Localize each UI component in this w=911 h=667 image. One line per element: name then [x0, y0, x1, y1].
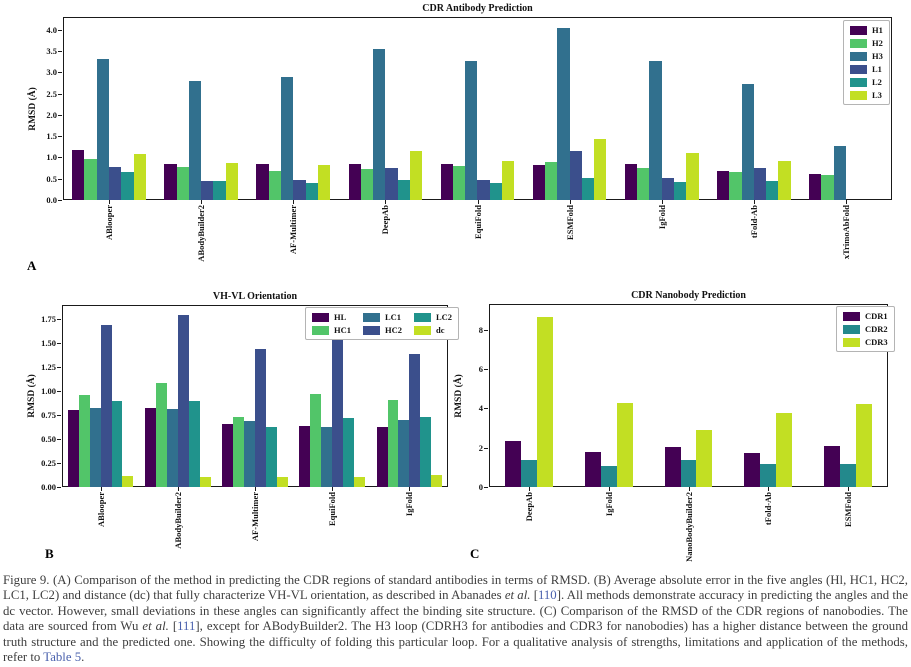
panel-letter-c: C: [470, 546, 480, 561]
bar-h2-af-multimer: [269, 171, 281, 200]
bar-lc2-abodybuilder2: [189, 401, 200, 487]
bar-hc2-abodybuilder2: [178, 315, 189, 487]
x-tick-label-igfold: [657, 205, 667, 234]
bar-h3-deepab: [373, 49, 385, 200]
bar-hc2-af-multimer: [255, 349, 266, 487]
legend-entry-h3: [850, 51, 883, 61]
y-tick-label: 8: [478, 324, 483, 335]
legend-entry-cdr3: [843, 337, 888, 347]
y-tick-mark: [57, 343, 61, 344]
x-tick-label-text: EquiFold: [327, 492, 338, 527]
bar-h1-xtrimoabfold: [809, 174, 821, 200]
y-tick-label: 3.5: [46, 46, 57, 57]
cdr-nanobody-prediction-legend: [836, 306, 895, 352]
legend-entry-l2: [850, 77, 883, 87]
y-tick-mark: [58, 72, 62, 73]
bar-h3-abodybuilder2: [189, 81, 201, 200]
caption-text: [: [530, 588, 538, 603]
legend-entry-lc1: [363, 312, 402, 322]
bar-group-equifold: [441, 18, 515, 200]
bar-hl-af-multimer: [222, 424, 233, 487]
x-tick-mark: [529, 487, 530, 491]
legend-label: HC1: [334, 325, 351, 335]
y-tick-mark: [58, 30, 62, 31]
legend-swatch-h3: [850, 52, 867, 61]
bar-l1-ablooper: [109, 167, 121, 200]
y-tick-mark: [57, 367, 61, 368]
bar-lc1-abodybuilder2: [167, 409, 178, 487]
bar-lc2-af-multimer: [266, 427, 277, 487]
y-tick-label: 0.5: [46, 173, 57, 184]
legend-label: H2: [872, 38, 883, 48]
y-tick-label: 1.5: [46, 131, 57, 142]
bar-l3-abodybuilder2: [226, 163, 238, 200]
legend-swatch-lc2: [414, 313, 431, 322]
bar-h2-equifold: [453, 166, 465, 200]
bar-dc-af-multimer: [277, 477, 288, 487]
y-tick-label: 0.00: [41, 482, 56, 492]
bar-cdr2-igfold: [601, 466, 617, 487]
y-tick-mark: [58, 157, 62, 158]
legend-label: LC1: [385, 312, 402, 322]
legend-entry-l3: [850, 90, 883, 100]
y-tick-label: 1.0: [46, 152, 57, 163]
bar-h3-tfold-ab: [742, 84, 754, 200]
bar-h1-ablooper: [72, 150, 84, 200]
x-tick-label-tfold-ab: [763, 492, 773, 530]
bar-h1-igfold: [625, 164, 637, 200]
bar-lc1-igfold: [398, 420, 409, 487]
bar-hc1-equifold: [310, 394, 321, 487]
vh-vl-orientation-legend: [305, 307, 459, 340]
bar-h1-abodybuilder2: [164, 164, 176, 200]
caption-reference-link[interactable]: Table 5: [43, 650, 82, 665]
bar-cdr2-tfold-ab: [760, 464, 776, 487]
y-tick-mark: [57, 319, 61, 320]
bar-l3-af-multimer: [318, 165, 330, 200]
x-tick-label-equifold: [473, 205, 483, 244]
bar-lc2-equifold: [343, 418, 354, 487]
x-tick-label-ablooper: [104, 205, 114, 245]
bar-l2-equifold: [490, 183, 502, 200]
bar-hc1-abodybuilder2: [156, 383, 167, 487]
panel-letter-a: A: [27, 258, 37, 273]
x-tick-mark: [201, 200, 202, 204]
legend-entry-lc2: [414, 312, 452, 322]
panel-letter-b: B: [45, 546, 54, 561]
bar-hl-ablooper: [68, 410, 79, 487]
y-tick-mark: [58, 179, 62, 180]
bar-hc2-ablooper: [101, 325, 112, 487]
x-tick-label-igfold: [604, 492, 614, 521]
x-tick-label-text: IgFold: [404, 492, 415, 517]
bar-group-af-multimer: [256, 18, 330, 200]
cdr-antibody-prediction-y-axis-label: [23, 17, 43, 200]
bar-h2-abodybuilder2: [177, 167, 189, 200]
y-tick-label: 0.25: [41, 458, 56, 469]
y-tick-mark: [58, 51, 62, 52]
bar-l1-af-multimer: [293, 180, 305, 200]
x-tick-label-igfold: [404, 492, 414, 521]
y-axis-label-text: RMSD (Å): [27, 374, 38, 418]
x-tick-mark: [768, 487, 769, 491]
caption-text: et al.: [504, 588, 531, 603]
x-tick-label-text: ABlooper: [104, 205, 115, 240]
bar-l2-tfold-ab: [766, 181, 778, 200]
bar-h3-igfold: [649, 61, 661, 200]
x-tick-label-text: NanoBodyBuilder2: [683, 492, 694, 562]
x-tick-label-esmfold: [843, 492, 853, 532]
vh-vl-orientation-title: VH-VL Orientation: [212, 291, 298, 302]
legend-swatch-l3: [850, 91, 867, 100]
bar-group-deepab: [505, 305, 553, 487]
bar-hc2-igfold: [409, 354, 420, 487]
x-tick-mark: [662, 200, 663, 204]
bar-cdr3-esmfold: [856, 404, 872, 487]
y-axis-label-text: RMSD (Å): [454, 373, 465, 418]
x-tick-label-text: IgFold: [656, 205, 667, 230]
x-tick-label-af-multimer: [250, 492, 260, 546]
bar-l3-equifold: [502, 161, 514, 200]
x-tick-label-abodybuilder2: [173, 492, 183, 554]
bar-dc-abodybuilder2: [200, 477, 211, 487]
bar-hc2-equifold: [332, 336, 343, 487]
x-tick-mark: [101, 487, 102, 491]
y-tick-label: 2.0: [46, 109, 57, 120]
x-tick-mark: [332, 487, 333, 491]
legend-label: H3: [872, 51, 883, 61]
bar-lc1-af-multimer: [244, 421, 255, 487]
legend-swatch-l1: [850, 65, 867, 74]
bar-l1-igfold: [662, 178, 674, 200]
bar-cdr3-igfold: [617, 403, 633, 487]
legend-entry-l1: [850, 64, 883, 74]
y-tick-label: 1.25: [41, 362, 56, 373]
caption-text: [: [168, 619, 178, 634]
bar-cdr1-igfold: [585, 452, 601, 487]
x-tick-mark: [478, 200, 479, 204]
bar-hl-equifold: [299, 426, 310, 487]
bar-h1-deepab: [349, 164, 361, 200]
legend-label: CDR2: [865, 324, 888, 334]
bar-cdr2-deepab: [521, 460, 537, 487]
legend-swatch-dc: [414, 326, 431, 335]
x-tick-label-esmfold: [565, 205, 575, 245]
legend-label: L2: [872, 77, 882, 87]
caption-reference-link[interactable]: 110: [537, 588, 557, 603]
y-tick-mark: [58, 200, 62, 201]
y-tick-label: 4.0: [46, 24, 57, 35]
y-tick-label: 0.75: [41, 410, 56, 421]
figure-caption: [3, 573, 908, 665]
bar-cdr3-deepab: [537, 317, 553, 487]
x-tick-label-text: DeepAb: [523, 492, 534, 522]
y-tick-mark: [484, 369, 488, 370]
bar-cdr1-deepab: [505, 441, 521, 487]
bar-lc1-equifold: [321, 427, 332, 487]
bar-h2-tfold-ab: [729, 172, 741, 200]
y-tick-mark: [58, 115, 62, 116]
y-tick-mark: [57, 487, 61, 488]
bar-l3-deepab: [410, 151, 422, 200]
bar-hc1-igfold: [388, 400, 399, 487]
x-tick-label-text: xTrimoAbFold: [840, 205, 851, 260]
bar-hc1-af-multimer: [233, 417, 244, 487]
legend-entry-cdr2: [843, 324, 888, 334]
x-tick-mark: [848, 487, 849, 491]
x-tick-mark: [689, 487, 690, 491]
legend-swatch-hl: [312, 313, 329, 322]
bar-h1-esmfold: [533, 165, 545, 200]
x-tick-label-text: ESMFold: [564, 205, 575, 240]
legend-swatch-cdr2: [843, 325, 860, 334]
caption-text: ], except for ABodyBuilder2. The H3 loop (CDRH3 for antibodies and CDR3 for nanobodies) has a higher distance between the ground truth structure and the predicted one. Showing the difficulty of folding this particular loop. For a qualitative analysis of strengths, limitations and application of the methods, refer to: [3, 619, 908, 665]
bar-dc-equifold: [354, 477, 365, 487]
bar-group-abodybuilder2: [164, 18, 238, 200]
bar-l1-deepab: [385, 168, 397, 200]
x-tick-mark: [570, 200, 571, 204]
legend-label: H1: [872, 25, 883, 35]
bar-l2-igfold: [674, 182, 686, 200]
bar-l2-af-multimer: [306, 183, 318, 200]
bar-cdr2-nanobodybuilder2: [681, 460, 697, 487]
legend-entry-hc2: [363, 325, 402, 335]
legend-entry-h1: [850, 25, 883, 35]
bar-l2-ablooper: [121, 172, 133, 200]
y-tick-mark: [57, 463, 61, 464]
bar-l2-deepab: [398, 180, 410, 200]
y-tick-label: 0.50: [41, 434, 56, 445]
bar-cdr3-nanobodybuilder2: [696, 430, 712, 487]
x-tick-mark: [409, 487, 410, 491]
legend-entry-cdr1: [843, 311, 888, 321]
legend-swatch-lc1: [363, 313, 380, 322]
legend-entry-h2: [850, 38, 883, 48]
bar-group-ablooper: [72, 18, 146, 200]
y-tick-mark: [58, 94, 62, 95]
y-tick-mark: [484, 408, 488, 409]
bar-dc-igfold: [431, 475, 442, 487]
bar-h2-igfold: [637, 168, 649, 200]
x-tick-label-xtrimoabfold: [841, 205, 851, 264]
bar-cdr2-esmfold: [840, 464, 856, 487]
bar-group-igfold: [585, 305, 633, 487]
x-tick-label-text: ABodyBuilder2: [172, 492, 183, 549]
x-tick-label-deepab: [380, 205, 390, 239]
legend-swatch-l2: [850, 78, 867, 87]
bar-l3-igfold: [686, 153, 698, 200]
bar-l3-ablooper: [134, 154, 146, 200]
legend-swatch-h2: [850, 39, 867, 48]
cdr-antibody-prediction-title: CDR Antibody Prediction: [422, 3, 533, 14]
legend-label: LC2: [436, 312, 453, 322]
legend-swatch-hc1: [312, 326, 329, 335]
bar-group-deepab: [349, 18, 423, 200]
bar-h2-esmfold: [545, 162, 557, 200]
bar-l1-abodybuilder2: [201, 181, 213, 200]
bar-cdr1-tfold-ab: [744, 453, 760, 487]
x-tick-mark: [385, 200, 386, 204]
legend-label: L1: [872, 64, 882, 74]
caption-text: .: [81, 650, 85, 665]
legend-entry-dc: [414, 325, 452, 335]
x-tick-label-abodybuilder2: [196, 205, 206, 267]
y-tick-label: 6: [478, 363, 483, 374]
legend-label: CDR1: [865, 311, 888, 321]
bar-h1-af-multimer: [256, 164, 268, 200]
caption-text: Figure 9. (A) Comparison of the method in predicting the CDR regions of standard antibodies in terms of RMSD. (B) Average absolute error in the five angles (Hl, HC1, HC2, LC1, LC2) and distance (dc) that fully characterize VH-VL orientation, as described in Abanades: [3, 573, 908, 603]
legend-swatch-h1: [850, 26, 867, 35]
x-tick-label-text: tFold-Ab: [763, 492, 774, 526]
legend-label: HC2: [385, 325, 402, 335]
legend-label: L3: [872, 90, 882, 100]
x-tick-mark: [293, 200, 294, 204]
y-tick-mark: [484, 448, 488, 449]
cdr-antibody-prediction-legend: [843, 20, 890, 105]
y-tick-mark: [484, 330, 488, 331]
x-tick-label-text: ESMFold: [843, 492, 854, 527]
y-tick-label: 1.00: [41, 386, 56, 397]
bar-cdr1-esmfold: [824, 446, 840, 487]
bar-lc1-ablooper: [90, 408, 101, 487]
x-tick-label-equifold: [327, 492, 337, 531]
cdr-nanobody-prediction-title: CDR Nanobody Prediction: [631, 290, 746, 301]
bar-group-af-multimer: [222, 306, 288, 487]
bar-h1-tfold-ab: [717, 171, 729, 200]
x-tick-label-deepab: [524, 492, 534, 526]
bar-l1-esmfold: [570, 151, 582, 200]
caption-text: ]. All methods demonstrate accuracy in predicting the angles and the dc vector. However, small deviations in these angles can significantly affect the binding site structure. (C) Comparison of the RMSD of the CDR regions of nanobodies. The data are sourced from Wu: [3, 588, 908, 634]
x-tick-label-nanobodybuilder2: [684, 492, 694, 567]
x-tick-mark: [846, 200, 847, 204]
x-tick-label-text: ABodyBuilder2: [196, 205, 207, 262]
y-tick-label: 1.75: [41, 314, 56, 325]
x-tick-label-af-multimer: [288, 205, 298, 259]
x-tick-label-text: ABlooper: [95, 492, 106, 527]
x-tick-label-text: IgFold: [603, 492, 614, 517]
x-tick-label-ablooper: [96, 492, 106, 532]
bar-h2-deepab: [361, 169, 373, 200]
y-tick-label: 0.0: [46, 195, 57, 205]
bar-h3-xtrimoabfold: [834, 146, 846, 200]
x-tick-label-tfold-ab: [749, 205, 759, 243]
bar-l1-tfold-ab: [754, 168, 766, 200]
bar-l2-esmfold: [582, 178, 594, 200]
y-tick-mark: [484, 487, 488, 488]
bar-l3-tfold-ab: [778, 161, 790, 200]
bar-h2-xtrimoabfold: [821, 175, 833, 200]
legend-swatch-hc2: [363, 326, 380, 335]
x-tick-label-text: AF-Multimer: [250, 492, 260, 542]
bar-group-tfold-ab: [744, 305, 792, 487]
legend-label: HL: [334, 312, 347, 322]
bar-lc2-igfold: [420, 417, 431, 487]
legend-swatch-cdr3: [843, 338, 860, 347]
x-tick-label-text: EquiFold: [472, 205, 483, 240]
legend-label: CDR3: [865, 337, 888, 347]
bar-group-abodybuilder2: [145, 306, 211, 487]
bar-h1-equifold: [441, 164, 453, 200]
bar-hl-igfold: [377, 427, 388, 487]
bar-group-igfold: [625, 18, 699, 200]
x-tick-label-text: DeepAb: [380, 205, 391, 235]
y-tick-label: 2: [478, 442, 483, 453]
legend-label: dc: [436, 325, 445, 335]
bar-group-ablooper: [68, 306, 134, 487]
bar-h3-af-multimer: [281, 77, 293, 200]
y-axis-label-text: RMSD (Å): [28, 86, 39, 131]
caption-text: et al.: [142, 619, 169, 634]
y-tick-mark: [57, 415, 61, 416]
bar-h2-ablooper: [84, 159, 96, 200]
legend-entry-hl: [312, 312, 351, 322]
y-tick-mark: [57, 439, 61, 440]
bar-h3-ablooper: [97, 59, 109, 200]
bar-lc2-ablooper: [112, 401, 123, 487]
y-tick-label: 4: [478, 403, 483, 414]
bar-cdr3-tfold-ab: [776, 413, 792, 487]
y-tick-label: 3.0: [46, 67, 57, 78]
x-tick-mark: [178, 487, 179, 491]
caption-reference-link[interactable]: 111: [177, 619, 196, 634]
bar-cdr1-nanobodybuilder2: [665, 447, 681, 487]
x-tick-label-text: tFold-Ab: [748, 205, 759, 239]
legend-swatch-cdr1: [843, 312, 860, 321]
bar-group-tfold-ab: [717, 18, 791, 200]
y-tick-label: 1.50: [41, 338, 56, 349]
legend-entry-hc1: [312, 325, 351, 335]
y-tick-label: 2.5: [46, 88, 57, 99]
bar-hl-abodybuilder2: [145, 408, 156, 487]
bar-h3-esmfold: [557, 28, 569, 200]
bar-hc1-ablooper: [79, 395, 90, 487]
x-tick-mark: [109, 200, 110, 204]
bar-dc-ablooper: [122, 476, 133, 487]
bar-group-nanobodybuilder2: [665, 305, 713, 487]
x-tick-mark: [609, 487, 610, 491]
y-tick-mark: [58, 136, 62, 137]
bar-h3-equifold: [465, 61, 477, 200]
x-tick-mark: [754, 200, 755, 204]
x-tick-mark: [255, 487, 256, 491]
bar-group-esmfold: [533, 18, 607, 200]
y-tick-mark: [57, 391, 61, 392]
x-tick-label-text: AF-Multimer: [288, 205, 299, 255]
y-tick-label: 0: [478, 482, 483, 492]
bar-l2-abodybuilder2: [213, 181, 225, 200]
bar-l3-esmfold: [594, 139, 606, 200]
bar-l1-equifold: [477, 180, 489, 200]
